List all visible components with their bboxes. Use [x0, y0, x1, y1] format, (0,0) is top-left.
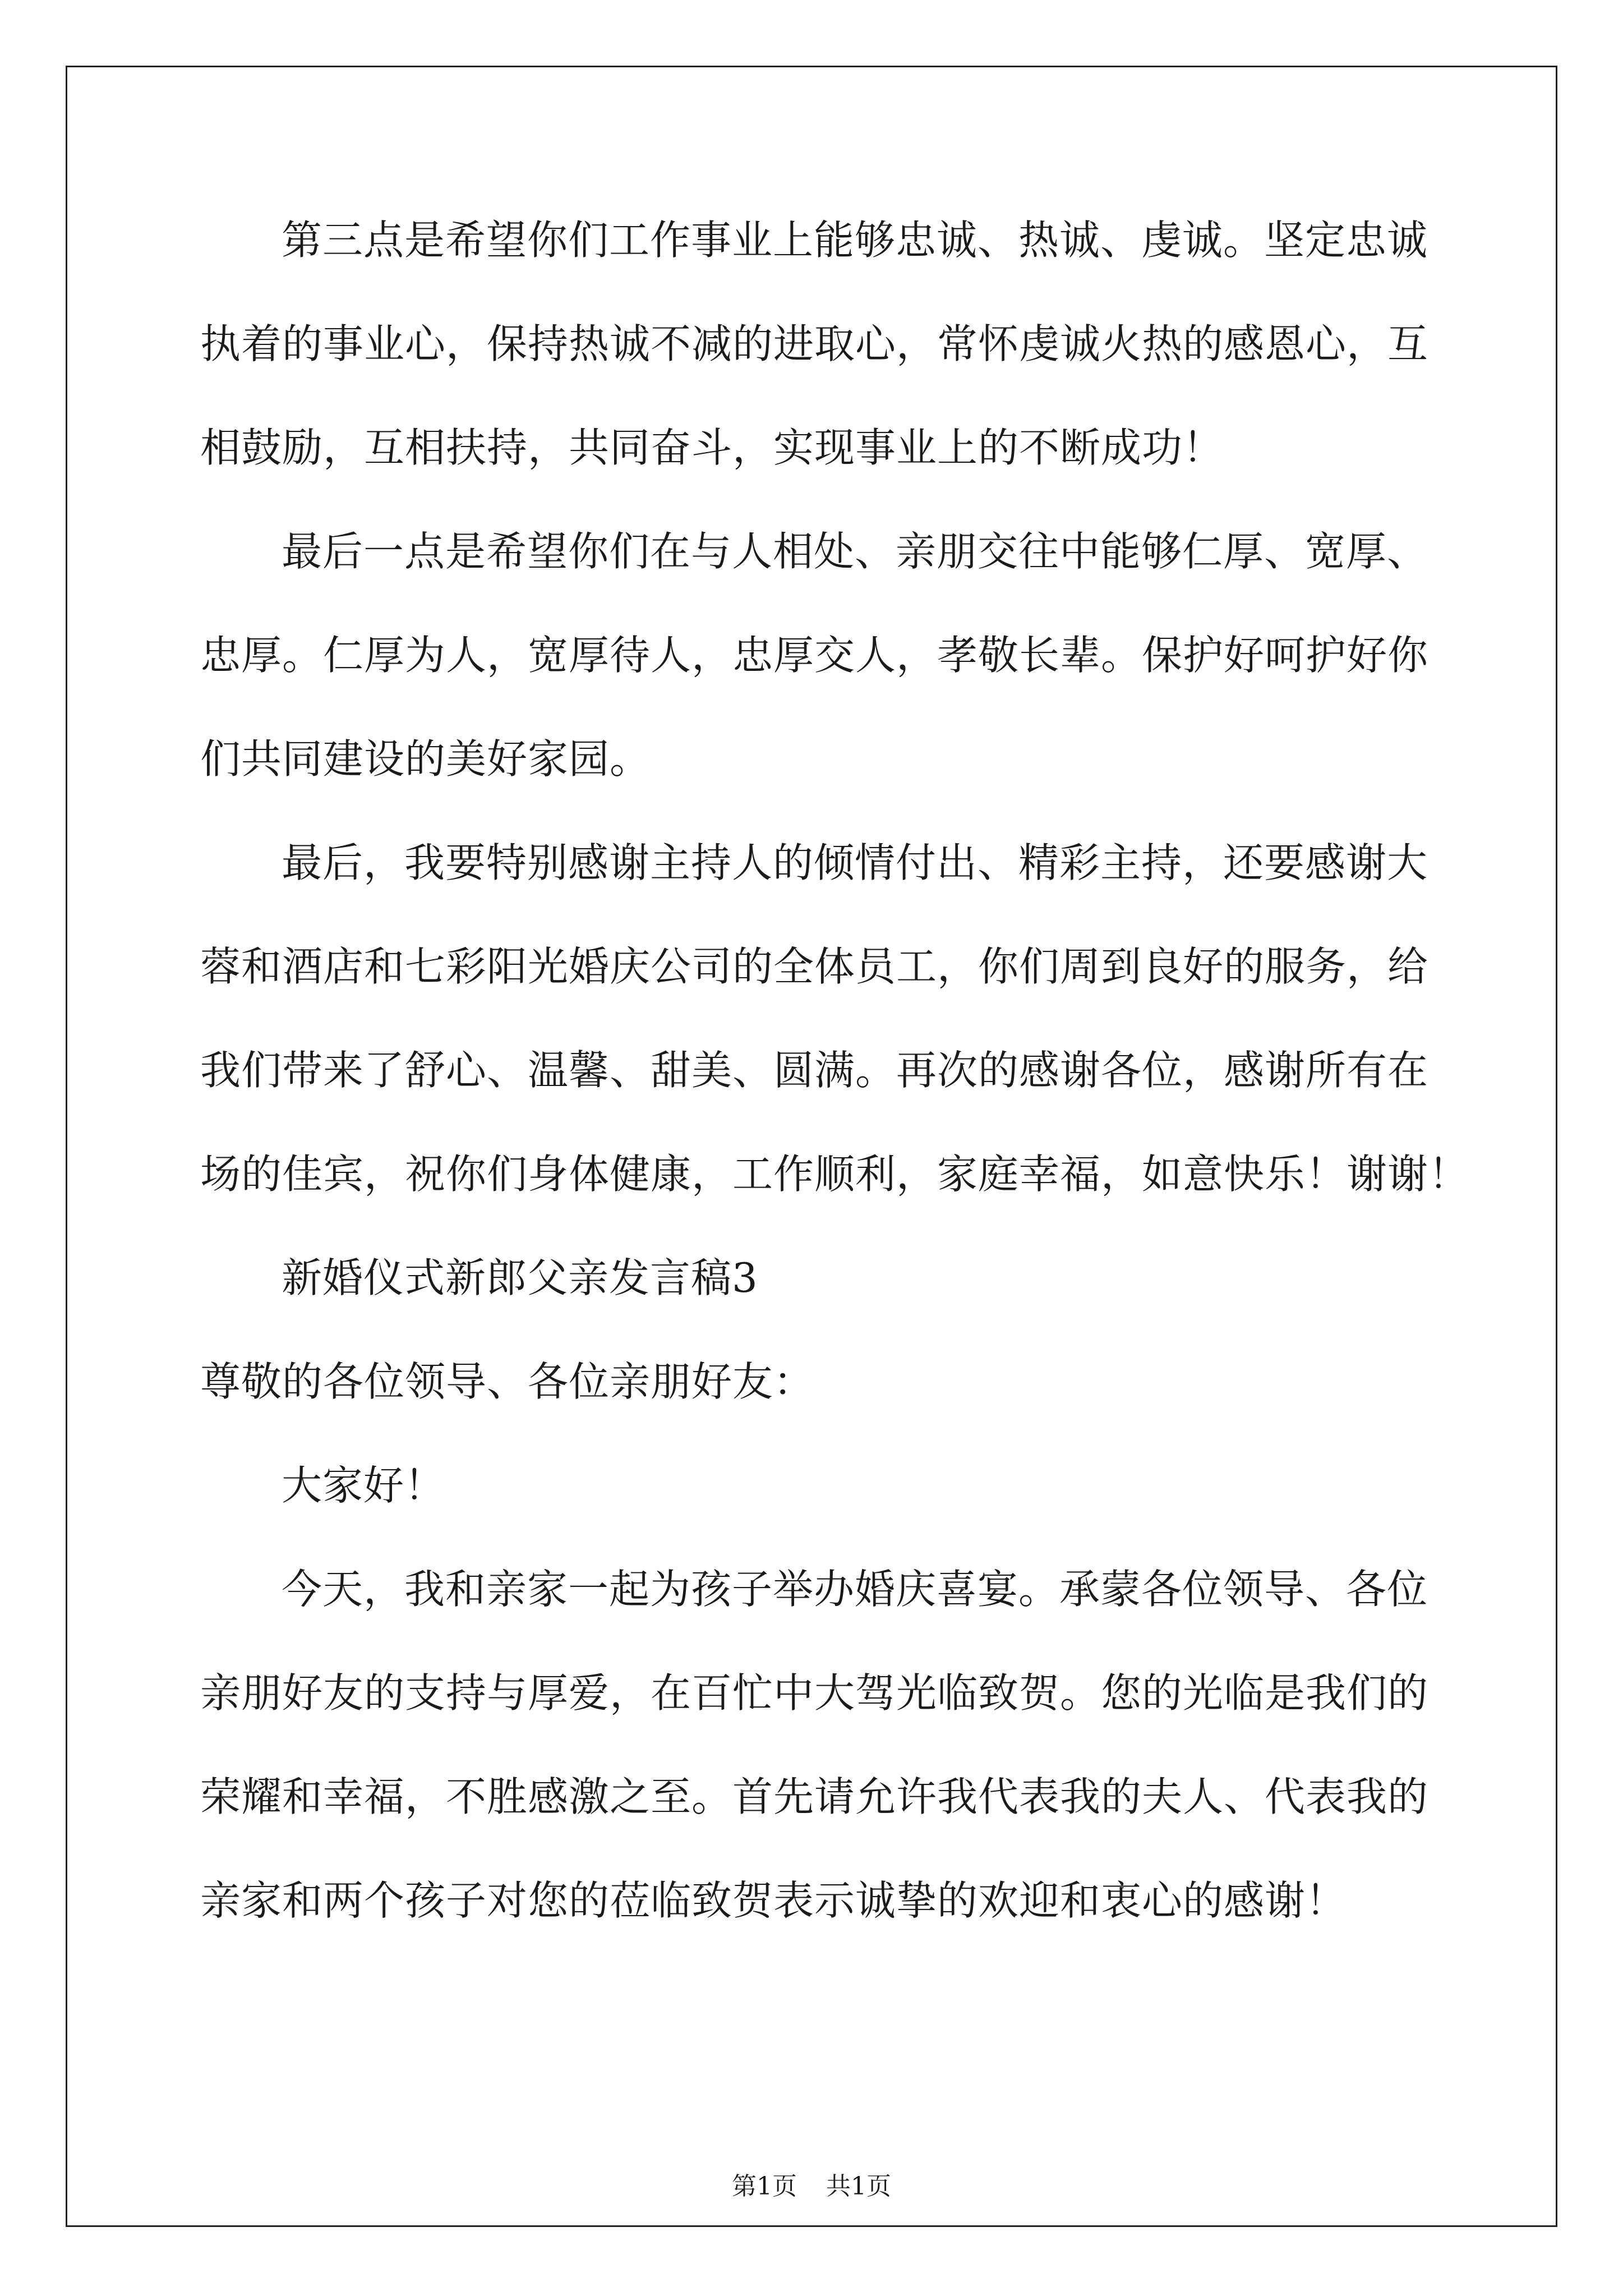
text-line: 们共同建设的美好家园。 [200, 735, 651, 783]
text-line: 相鼓励，互相扶持，共同奋斗，实现事业上的不断成功！ [200, 424, 1224, 471]
section-heading: 新婚仪式新郎父亲发言稿3 [282, 1254, 758, 1301]
page-number-current: 第1页 [732, 2172, 797, 2201]
text-line: 第三点是希望你们工作事业上能够忠诚、热诚、虔诚。坚定忠诚 [282, 217, 1428, 264]
text-line: 亲朋好友的支持与厚爱，在百忙中大驾光临致贺。您的光临是我们的 [200, 1669, 1429, 1717]
text-line: 执着的事业心，保持热诚不减的进取心，常怀虔诚火热的感恩心，互 [200, 320, 1429, 367]
salutation: 尊敬的各位领导、各位亲朋好友： [200, 1358, 815, 1405]
text-line: 最后一点是希望你们在与人相处、亲朋交往中能够仁厚、宽厚、 [282, 528, 1428, 575]
text-line: 最后，我要特别感谢主持人的倾情付出、精彩主持，还要感谢大 [282, 839, 1428, 886]
text-line: 蓉和酒店和七彩阳光婚庆公司的全体员工，你们周到良好的服务，给 [200, 943, 1429, 990]
text-line: 场的佳宾，祝你们身体健康，工作顺利，家庭幸福，如意快乐！谢谢！ [200, 1151, 1470, 1198]
text-line: 今天，我和亲家一起为孩子举办婚庆喜宴。承蒙各位领导、各位 [282, 1566, 1428, 1613]
text-line: 忠厚。仁厚为人，宽厚待人，忠厚交人，孝敬长辈。保护好呵护好你 [200, 632, 1429, 679]
page-footer [0, 2170, 1623, 2203]
greeting: 大家好！ [282, 1462, 446, 1509]
page-number-total: 共1页 [826, 2172, 891, 2201]
text-line: 我们带来了舒心、温馨、甜美、圆满。再次的感谢各位，感谢所有在 [200, 1047, 1429, 1094]
text-line: 荣耀和幸福，不胜感激之至。首先请允许我代表我的夫人、代表我的 [200, 1773, 1429, 1820]
text-line: 亲家和两个孩子对您的莅临致贺表示诚挚的欢迎和衷心的感谢！ [200, 1877, 1347, 1924]
